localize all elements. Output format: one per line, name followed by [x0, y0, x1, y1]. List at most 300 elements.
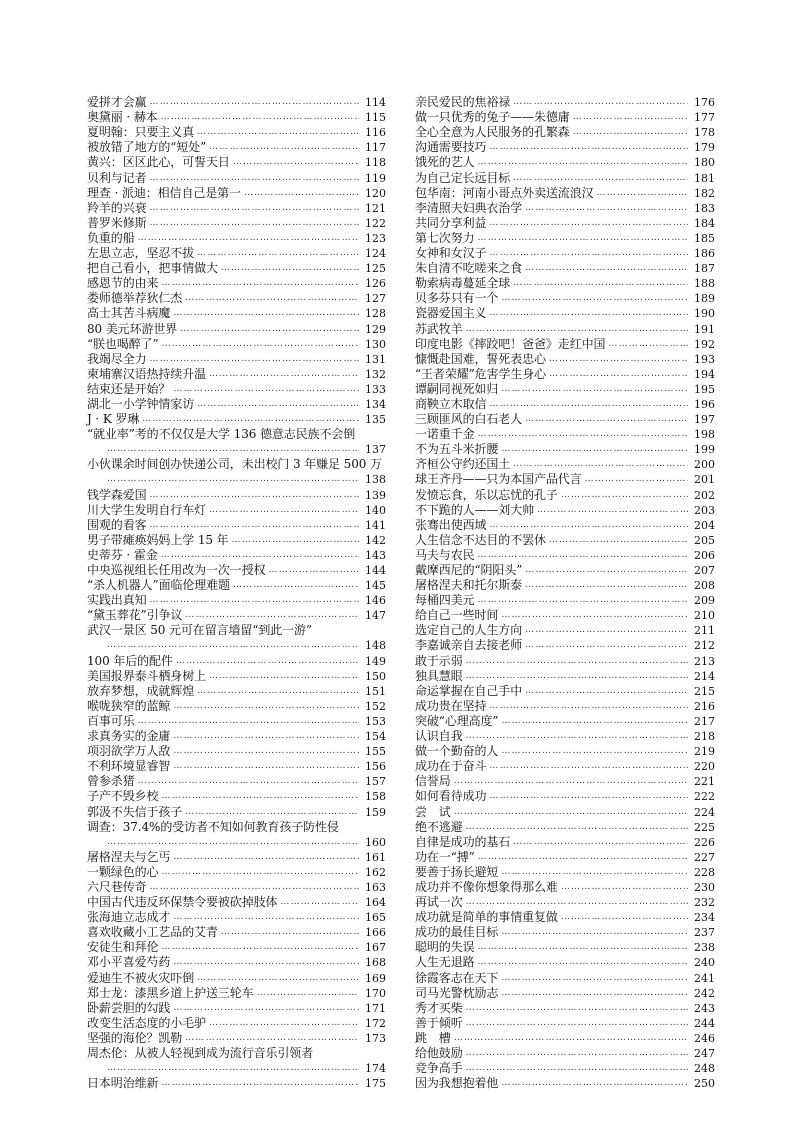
toc-entry: [415, 850, 715, 865]
toc-entry-title: 娄师德举荐狄仁杰: [87, 291, 183, 306]
toc-entry-title: 每桶四美元: [415, 593, 475, 608]
toc-entry-title: 齐桓公守约还国土: [415, 457, 511, 472]
toc-entry-page-number: 191: [694, 322, 715, 336]
dot-leader: [107, 638, 359, 653]
toc-entry-page-number: 211: [694, 624, 715, 638]
toc-entry-title: 围观的看客: [87, 517, 147, 532]
toc-entry: [87, 261, 386, 276]
toc-entry-page-number: 138: [365, 473, 386, 487]
dot-leader: [185, 291, 359, 306]
toc-entry-page-number: 177: [694, 111, 715, 125]
toc-entry-page-number: 176: [694, 96, 715, 110]
toc-entry-title: “朕也喝醉了”: [87, 336, 159, 351]
toc-entry: [415, 442, 715, 457]
dot-leader: [525, 578, 688, 593]
toc-entry: [87, 729, 386, 744]
dot-leader: [173, 744, 359, 759]
toc-entry-title: 成功贵在坚持: [415, 698, 487, 713]
toc-entry-page-number: 141: [365, 518, 386, 532]
toc-entry-title: 竞争高手: [415, 1061, 463, 1076]
dot-leader: [221, 261, 359, 276]
toc-entry-page-number: 204: [694, 518, 715, 532]
dot-leader: [209, 140, 359, 155]
toc-entry: [87, 518, 386, 533]
toc-entry-page-number: 156: [365, 760, 386, 774]
toc-entry-page-number: 170: [365, 986, 386, 1000]
toc-entry-title: 普罗米修斯: [87, 215, 147, 230]
toc-entry-title: 成功就是简单的事情重复做: [415, 910, 558, 925]
dot-leader: [561, 910, 688, 925]
toc-entry: [87, 578, 386, 593]
toc-entry-page-number: 133: [365, 382, 386, 396]
toc-entry-title: 80 美元环游世界: [87, 321, 178, 336]
toc-entry: [415, 744, 715, 759]
toc-entry-page-number: 149: [365, 654, 386, 668]
toc-entry-page-number: 201: [694, 473, 715, 487]
toc-entry: [415, 125, 715, 140]
dot-leader: [185, 1031, 359, 1046]
toc-entry: [415, 201, 715, 216]
toc-entry: [415, 155, 715, 170]
toc-entry: [87, 653, 386, 668]
toc-entry-title: 羚羊的兴衰: [87, 200, 147, 215]
toc-entry: [415, 653, 715, 668]
toc-entry-title: 李嘉诚亲自去接老师: [415, 638, 523, 653]
toc-entry: [415, 533, 715, 548]
toc-entry-page-number: 183: [694, 201, 715, 215]
toc-entry: [87, 774, 386, 789]
toc-entry-page-number: 122: [365, 216, 386, 230]
toc-entry-title: 独具慧眼: [415, 668, 463, 683]
toc-entry-title: 人生信念不达目的不罢休: [415, 532, 546, 547]
toc-entry-page-number: 190: [694, 307, 715, 321]
toc-entry: [415, 382, 715, 397]
toc-entry-title: 勒索病毒蔓延全球: [415, 276, 511, 291]
toc-entry-title: 张骞出使西域: [415, 517, 487, 532]
toc-entry-title: 包华南：河南小哥点外卖送流浪汉: [415, 185, 594, 200]
toc-entry-title: 中央巡视组长任用改为一次一授权: [87, 563, 266, 577]
dot-leader: [197, 125, 359, 140]
toc-entry: [415, 503, 715, 518]
dot-leader: [478, 955, 688, 970]
dot-leader: [525, 684, 688, 699]
dot-leader: [209, 503, 359, 518]
toc-entry-page-number: 163: [365, 880, 386, 894]
toc-entry-title: 自律是成功的基石: [415, 834, 511, 849]
toc-entry: [87, 593, 386, 608]
toc-entry-title: 改变生活态度的小毛驴: [87, 1015, 207, 1030]
toc-entry-title: 善于倾听: [415, 1015, 463, 1030]
toc-entry-page-number: 174: [365, 1062, 386, 1076]
toc-entry-title: 发愤忘食，乐以忘忧的孔子: [415, 487, 558, 502]
toc-entry: [415, 835, 715, 850]
toc-entry-page-number: 240: [694, 956, 715, 970]
toc-entry-page-number: 242: [694, 986, 715, 1000]
dot-leader: [501, 925, 688, 940]
dot-leader: [150, 171, 359, 186]
dot-leader: [161, 276, 359, 291]
dot-leader: [549, 367, 688, 382]
toc-entry-page-number: 241: [694, 971, 715, 985]
dot-leader: [466, 1061, 688, 1076]
toc-entry-title: 100 年后的配件: [87, 653, 173, 668]
toc-entry-page-number: 195: [694, 382, 715, 396]
toc-entry: [87, 880, 386, 895]
dot-leader: [489, 216, 688, 231]
toc-entry-title: 放弃梦想，成就辉煌: [87, 683, 195, 698]
toc-entry: [87, 608, 386, 623]
toc-entry-page-number: 187: [694, 262, 715, 276]
toc-entry-title: 命运掌握在自己手中: [415, 683, 523, 698]
toc-entry-title: 球王齐丹——只为本国产品代言: [415, 472, 582, 487]
toc-entry: [415, 684, 715, 699]
dot-leader: [608, 337, 688, 352]
toc-entry-title: 爱拼才会赢: [87, 95, 147, 110]
toc-entry-page-number: 248: [694, 1062, 715, 1076]
toc-entry-title: J · K 罗琳: [87, 412, 140, 427]
toc-entry: [87, 669, 386, 684]
toc-entry-page-number: 210: [694, 609, 715, 623]
dot-leader: [233, 578, 359, 593]
toc-entry-page-number: 184: [694, 216, 715, 230]
toc-entry-title: 一诺重千金: [415, 427, 475, 442]
dot-leader: [466, 895, 688, 910]
toc-entry-page-number: 189: [694, 292, 715, 306]
toc-entry-page-number: 182: [694, 186, 715, 200]
toc-entry: [87, 125, 386, 140]
toc-entry: [415, 306, 715, 321]
toc-entry-title: 亲民爱民的焦裕禄: [415, 95, 511, 110]
dot-leader: [501, 291, 688, 306]
toc-entry: [415, 95, 715, 110]
dot-leader: [478, 231, 688, 246]
dot-leader: [107, 835, 359, 850]
toc-entry-page-number: 158: [365, 790, 386, 804]
toc-entry: [87, 759, 386, 774]
dot-leader: [138, 774, 359, 789]
toc-entry: [87, 1046, 386, 1076]
toc-entry: [87, 397, 386, 412]
toc-entry: [415, 970, 715, 985]
toc-entry: [87, 986, 386, 1001]
dot-leader: [257, 986, 359, 1001]
toc-entry: [415, 337, 715, 352]
toc-entry-title: 给自己一些时间: [415, 608, 499, 623]
toc-entry-page-number: 244: [694, 1016, 715, 1030]
dot-leader: [161, 940, 359, 955]
toc-entry-title: 把自己看小，把事情做大: [87, 261, 218, 276]
toc-entry-page-number: 129: [365, 322, 386, 336]
dot-leader: [142, 412, 359, 427]
toc-entry: [87, 321, 386, 336]
toc-entry: [415, 1061, 715, 1076]
dot-leader: [150, 518, 359, 533]
toc-entry-page-number: 186: [694, 247, 715, 261]
toc-entry-page-number: 173: [365, 1031, 386, 1045]
dot-leader: [501, 714, 688, 729]
toc-entry-title: 慷慨赴国难，誓死表忠心: [415, 351, 546, 366]
toc-entry-page-number: 159: [365, 805, 386, 819]
toc-entry: [87, 563, 386, 578]
dot-leader: [489, 306, 688, 321]
toc-entry: [415, 865, 715, 880]
toc-entry-page-number: 116: [365, 126, 386, 140]
toc-entry: [87, 925, 386, 940]
toc-entry: [415, 231, 715, 246]
toc-entry-title: “王者荣耀”危害学生身心: [415, 366, 547, 381]
dot-leader: [513, 276, 688, 291]
toc-entry-page-number: 216: [694, 699, 715, 713]
toc-entry: [415, 593, 715, 608]
toc-entry-page-number: 246: [694, 1031, 715, 1045]
toc-entry: [415, 261, 715, 276]
dot-leader: [537, 503, 688, 518]
toc-entry-title: 因为我想抱着他: [415, 1076, 499, 1091]
toc-entry-page-number: 114: [365, 96, 386, 110]
toc-entry-title: 司马光警枕励志: [415, 985, 499, 1000]
toc-entry-page-number: 220: [694, 760, 715, 774]
toc-entry: [415, 804, 715, 819]
toc-entry: [87, 367, 386, 382]
toc-entry: [415, 186, 715, 201]
toc-entry-page-number: 222: [694, 790, 715, 804]
toc-entry-title: 小伙课余时间创办快递公司，未出校门 3 年赚足 500 万: [87, 457, 382, 472]
dot-leader: [489, 789, 688, 804]
toc-entry-page-number: 127: [365, 292, 386, 306]
dot-leader: [173, 729, 359, 744]
dot-leader: [161, 110, 359, 125]
toc-entry: [415, 1016, 715, 1031]
toc-entry-title: 史蒂芬 · 霍金: [87, 547, 158, 562]
toc-entry-title: 如何看待成功: [415, 789, 487, 804]
dot-leader: [573, 125, 688, 140]
toc-entry-title: 曾参杀猪: [87, 774, 135, 789]
toc-entry-title: 喜欢收藏小工艺品的艾青: [87, 925, 218, 940]
toc-entry-page-number: 124: [365, 247, 386, 261]
toc-entry-page-number: 145: [365, 579, 386, 593]
dot-leader: [466, 654, 688, 669]
toc-entry-title: 男子带瘫痪妈妈上学 15 年: [87, 532, 229, 547]
toc-entry-title: 日本明治维新: [87, 1076, 159, 1091]
toc-entry: [415, 1046, 715, 1061]
toc-entry-title: 项羽欲学万人敌: [87, 744, 171, 759]
toc-entry: [415, 669, 715, 684]
dot-leader: [489, 397, 688, 412]
dot-leader: [161, 1076, 359, 1091]
toc-entry-title: 喉咙狭窄的蓝鲸: [87, 698, 171, 713]
toc-entry-page-number: 208: [694, 579, 715, 593]
dot-leader: [173, 910, 359, 925]
toc-entry-title: 给他鼓励: [415, 1046, 463, 1060]
toc-entry: [87, 186, 386, 201]
toc-entry: [415, 548, 715, 563]
toc-entry-title: 贝多芬只有一个: [415, 291, 499, 306]
toc-entry-title: 戴摩西尼的“阴阳头”: [415, 563, 523, 577]
toc-entry-page-number: 203: [694, 503, 715, 517]
toc-entry-page-number: 175: [365, 1077, 386, 1091]
toc-entry: [87, 412, 386, 427]
toc-entry: [415, 487, 715, 502]
dot-leader: [173, 955, 359, 970]
toc-entry-page-number: 192: [694, 337, 715, 351]
dot-leader: [173, 850, 359, 865]
toc-entry-page-number: 206: [694, 548, 715, 562]
toc-entry-title: 要善于扬长避短: [415, 864, 499, 879]
toc-entry-page-number: 154: [365, 730, 386, 744]
dot-leader: [489, 246, 688, 261]
toc-entry: [415, 321, 715, 336]
toc-column-right: [415, 95, 715, 1091]
toc-entry: [415, 427, 715, 442]
dot-leader: [162, 337, 359, 352]
toc-entry: [87, 95, 386, 110]
toc-entry-title: 川大学生发明自行车灯: [87, 502, 207, 517]
toc-entry-page-number: 172: [365, 1016, 386, 1030]
dot-leader: [138, 714, 359, 729]
toc-entry-title: 信誉局: [415, 774, 451, 789]
toc-entry: [87, 970, 386, 985]
toc-entry-page-number: 118: [365, 156, 386, 170]
dot-leader: [501, 744, 688, 759]
dot-leader: [513, 171, 688, 186]
dot-leader: [232, 533, 360, 548]
toc-entry: [87, 306, 386, 321]
dot-leader: [585, 472, 688, 487]
toc-entry-title: 聪明的失误: [415, 940, 475, 955]
toc-entry-title: 跳 槽: [415, 1030, 451, 1045]
dot-leader: [549, 533, 688, 548]
toc-entry-title: 一颗绿色的心: [87, 864, 159, 879]
dot-leader: [173, 699, 359, 714]
toc-entry-title: 理查 · 派迪：相信自己是第一: [87, 185, 241, 200]
dot-leader: [454, 774, 688, 789]
dot-leader: [525, 638, 688, 653]
toc-entry: [87, 804, 386, 819]
toc-entry-page-number: 155: [365, 745, 386, 759]
toc-entry-page-number: 227: [694, 850, 715, 864]
toc-entry-title: 人生无退路: [415, 955, 475, 970]
toc-entry-page-number: 117: [365, 141, 386, 155]
dot-leader: [161, 789, 359, 804]
toc-entry-page-number: 214: [694, 669, 715, 683]
dot-leader: [478, 593, 688, 608]
toc-entry-page-number: 219: [694, 745, 715, 759]
dot-leader: [478, 548, 688, 563]
toc-entry-page-number: 181: [694, 171, 715, 185]
dot-leader: [269, 563, 359, 578]
toc-entry: [415, 925, 715, 940]
toc-entry-page-number: 146: [365, 594, 386, 608]
dot-leader: [150, 880, 359, 895]
toc-entry-page-number: 199: [694, 443, 715, 457]
toc-entry: [415, 578, 715, 593]
toc-entry: [87, 487, 386, 502]
toc-entry-page-number: 178: [694, 126, 715, 140]
toc-entry: [87, 276, 386, 291]
dot-leader: [209, 1016, 359, 1031]
dot-leader: [173, 1001, 359, 1016]
toc-entry-title: 认识自我: [415, 729, 463, 744]
toc-entry-title: 奥黛丽 · 赫本: [87, 110, 158, 125]
dot-leader: [180, 322, 359, 337]
dot-leader: [150, 352, 359, 367]
toc-entry: [415, 397, 715, 412]
toc-entry-page-number: 250: [694, 1077, 715, 1091]
dot-leader: [161, 548, 359, 563]
toc-entry-title: 共同分享利益: [415, 215, 487, 230]
dot-leader: [501, 1076, 688, 1091]
dot-leader: [185, 608, 359, 623]
toc-entry: [87, 201, 386, 216]
toc-entry: [415, 880, 715, 895]
toc-entry: [415, 472, 715, 487]
toc-entry-title: 武汉一景区 50 元可在留言墙留“到此一游”: [87, 623, 312, 638]
dot-leader: [478, 850, 688, 865]
dot-leader: [501, 865, 688, 880]
toc-entry: [87, 699, 386, 714]
toc-entry-title: 钱学森爱国: [87, 487, 147, 502]
toc-entry-page-number: 230: [694, 880, 715, 894]
toc-entry: [87, 895, 386, 910]
dot-leader: [173, 759, 359, 774]
toc-entry-title: 不为五斗米折腰: [415, 442, 499, 457]
dot-leader: [185, 805, 359, 820]
toc-entry-page-number: 197: [694, 413, 715, 427]
toc-entry: [415, 246, 715, 261]
toc-entry: [87, 684, 386, 699]
toc-entry-title: 被放错了地方的“短处”: [87, 140, 207, 155]
toc-entry-title: 三顾匪风的白石老人: [415, 412, 523, 427]
toc-entry: [87, 382, 386, 397]
toc-entry-page-number: 198: [694, 428, 715, 442]
toc-entry-page-number: 131: [365, 352, 386, 366]
toc-entry: [87, 1076, 386, 1091]
toc-entry-title: “就业率”考的不仅仅是大学 136 德意志民族不会倒: [87, 427, 356, 442]
toc-entry-page-number: 188: [694, 277, 715, 291]
toc-entry: [415, 895, 715, 910]
toc-entry: [87, 291, 386, 306]
toc-entry-title: 安徒生和拜伦: [87, 940, 159, 955]
toc-entry-page-number: 123: [365, 231, 386, 245]
toc-entry: [415, 608, 715, 623]
dot-leader: [513, 95, 688, 110]
dot-leader: [501, 986, 688, 1001]
toc-entry-page-number: 238: [694, 941, 715, 955]
toc-entry-title: 周杰伦：从被人轻视到成为流行音乐引领者: [87, 1045, 314, 1060]
toc-entry-title: 再试一次: [415, 895, 463, 910]
toc-entry: [415, 729, 715, 744]
dot-leader: [197, 397, 359, 412]
toc-entry: [415, 1001, 715, 1016]
dot-leader: [466, 729, 688, 744]
toc-entry: [87, 1001, 386, 1016]
dot-leader: [466, 669, 688, 684]
toc-entry-title: 邓小平喜爱芍药: [87, 955, 171, 970]
toc-entry-title: 成功并不像你想象得那么难: [415, 879, 558, 894]
toc-entry-page-number: 221: [694, 775, 715, 789]
toc-entry-page-number: 160: [365, 835, 386, 849]
toc-entry-title: 爱迪生不被火灾吓倒: [87, 970, 195, 985]
toc-entry-page-number: 125: [365, 262, 386, 276]
toc-entry-title: 女神和女汉子: [415, 246, 487, 261]
toc-entry: [87, 140, 386, 155]
toc-entry-title: 高士其苦斗病魔: [87, 306, 171, 321]
toc-entry-title: 不下跪的人——刘大帅: [415, 502, 535, 517]
toc-entry: [415, 986, 715, 1001]
toc-entry-page-number: 140: [365, 503, 386, 517]
toc-entry-title: 做一只优秀的兔子——朱德庸: [415, 110, 570, 125]
toc-entry-title: 黄兴：区区此心，可誓天日: [87, 155, 230, 170]
